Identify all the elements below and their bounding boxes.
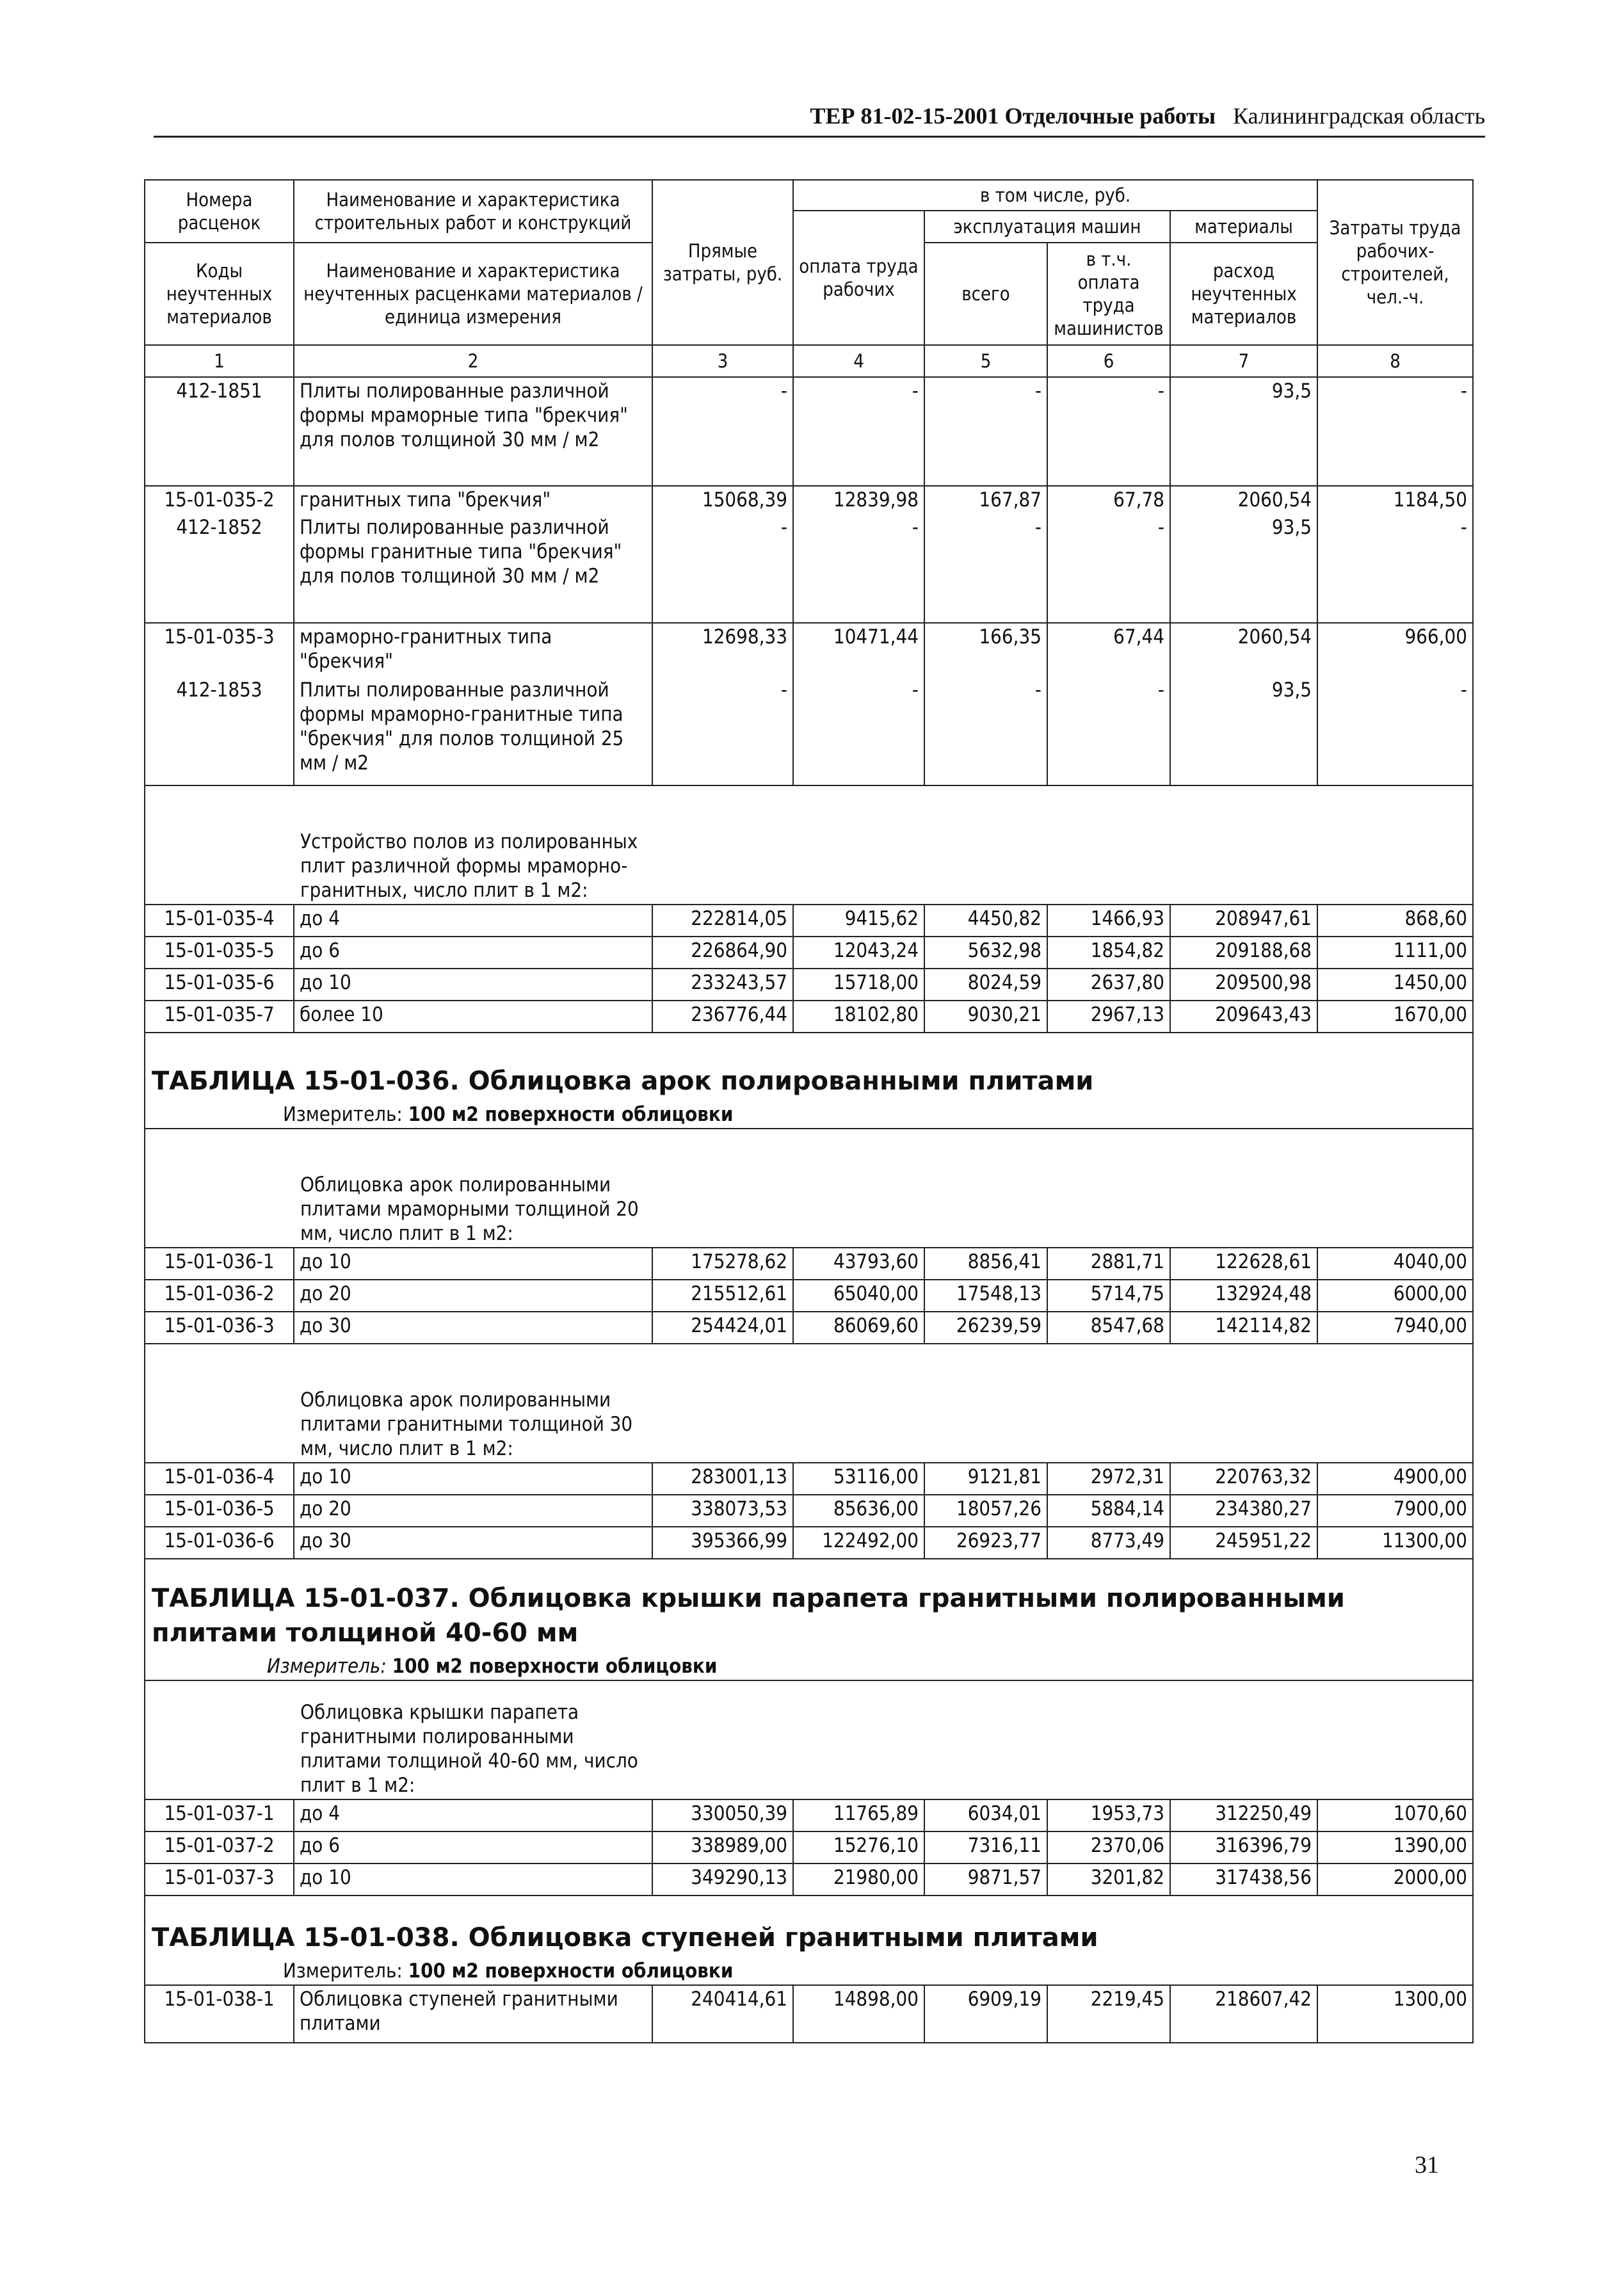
cell-worker-pay: 53116,00 (793, 1463, 924, 1495)
work-name: до 10 (294, 1248, 652, 1280)
cell-materials: 245951,22 (1170, 1527, 1317, 1559)
header-work-name: Наименование и характеристика строительных работ и конструкций (294, 180, 652, 243)
table-row (145, 1495, 1473, 1527)
group-heading-row (145, 1344, 1473, 1463)
section-heading-row (145, 1896, 1473, 1985)
table-row (145, 677, 1473, 785)
header-rate-numbers: Номера расценок (145, 180, 294, 243)
cell-machines-total: 8024,59 (924, 969, 1047, 1001)
column-number: 3 (652, 345, 793, 377)
cell-materials: 93,5 (1170, 377, 1317, 486)
cell-worker-pay: 12043,24 (793, 937, 924, 969)
cell-direct-costs: - (652, 514, 793, 623)
work-name: до 4 (294, 1799, 652, 1831)
table-row (145, 1312, 1473, 1344)
work-name: мраморно-гранитных типа "брекчия" (294, 623, 652, 677)
material-name: Плиты полированные различной формы гранитные типа "брекчия" для полов толщиной 30 мм / м2 (294, 514, 652, 623)
table-title-038: ТАБЛИЦА 15-01-038. Облицовка ступеней гранитными плитами (152, 1923, 1098, 1952)
cell-direct-costs: 330050,39 (652, 1799, 793, 1831)
cell-materials: 218607,42 (1170, 1985, 1317, 2043)
cell-machinist-pay: 2972,31 (1047, 1463, 1170, 1495)
cell-machines-total: 9871,57 (924, 1863, 1047, 1896)
work-name: гранитных типа "брекчия" (294, 486, 652, 514)
cell-direct-costs: 12698,33 (652, 623, 793, 677)
material-code: 412-1851 (145, 377, 294, 486)
measure-label: Измеритель: (283, 1960, 403, 1983)
cell-machinist-pay: 3201,82 (1047, 1863, 1170, 1896)
column-number: 2 (294, 345, 652, 377)
work-name: Облицовка ступеней гранитными плитами (294, 1985, 652, 2043)
work-name: до 4 (294, 905, 652, 937)
cell-machines-total: 17548,13 (924, 1280, 1047, 1312)
cell-materials: 2060,54 (1170, 486, 1317, 514)
cell-worker-pay: 11765,89 (793, 1799, 924, 1831)
cell-machinist-pay: 2637,80 (1047, 969, 1170, 1001)
cell-worker-pay: 14898,00 (793, 1985, 924, 2043)
cell-direct-costs: - (652, 677, 793, 785)
table-row (145, 1527, 1473, 1559)
rate-code: 15-01-035-7 (145, 1001, 294, 1033)
cell-machinist-pay: 2219,45 (1047, 1985, 1170, 2043)
rate-code: 15-01-036-4 (145, 1463, 294, 1495)
cell-machines-total: 8856,41 (924, 1248, 1047, 1280)
cell-worker-pay: 10471,44 (793, 623, 924, 677)
cell-materials: 209188,68 (1170, 937, 1317, 969)
cell-machinist-pay: 5884,14 (1047, 1495, 1170, 1527)
cell-worker-pay: 15276,10 (793, 1831, 924, 1863)
cell-direct-costs: 233243,57 (652, 969, 793, 1001)
document-code-title: ТЕР 81-02-15-2001 Отделочные работы (810, 103, 1216, 129)
table-row (145, 1463, 1473, 1495)
work-name: до 20 (294, 1280, 652, 1312)
cell-direct-costs: - (652, 377, 793, 486)
header-direct-costs: Прямые затраты, руб. (652, 180, 793, 345)
measure-value: 100 м2 поверхности облицовки (408, 1103, 734, 1126)
rate-code: 15-01-036-5 (145, 1495, 294, 1527)
table-title-037: ТАБЛИЦА 15-01-037. Облицовка крышки парапета гранитными полированными плитами толщиной 40-60 мм (152, 1584, 1345, 1648)
cell-worker-pay: - (793, 377, 924, 486)
work-name: до 6 (294, 937, 652, 969)
cell-direct-costs: 15068,39 (652, 486, 793, 514)
table-row (145, 377, 1473, 486)
table-header (144, 179, 1474, 378)
cell-machinist-pay: 67,78 (1047, 486, 1170, 514)
cell-labor-costs: 4040,00 (1317, 1248, 1473, 1280)
measure-label: Измеритель: (267, 1655, 387, 1678)
cell-labor-costs: 966,00 (1317, 623, 1473, 677)
cell-materials: 220763,32 (1170, 1463, 1317, 1495)
cell-machinist-pay: 2370,06 (1047, 1831, 1170, 1863)
cell-labor-costs: - (1317, 377, 1473, 486)
cell-materials: 2060,54 (1170, 623, 1317, 677)
rate-code: 15-01-035-4 (145, 905, 294, 937)
cell-worker-pay: 15718,00 (793, 969, 924, 1001)
cell-worker-pay: 18102,80 (793, 1001, 924, 1033)
header-machines-total: всего (924, 243, 1047, 345)
cell-materials: 209500,98 (1170, 969, 1317, 1001)
measure-value: 100 м2 поверхности облицовки (408, 1960, 734, 1983)
material-code: 412-1853 (145, 677, 294, 785)
table-row (145, 905, 1473, 937)
cell-labor-costs: 1390,00 (1317, 1831, 1473, 1863)
cell-labor-costs: 1450,00 (1317, 969, 1473, 1001)
material-code: 412-1852 (145, 514, 294, 623)
work-name: более 10 (294, 1001, 652, 1033)
cell-machines-total: 26923,77 (924, 1527, 1047, 1559)
cell-machines-total: 26239,59 (924, 1312, 1047, 1344)
table-row (145, 623, 1473, 677)
rate-code: 15-01-037-1 (145, 1799, 294, 1831)
cell-labor-costs: 1300,00 (1317, 1985, 1473, 2043)
cell-machinist-pay: - (1047, 677, 1170, 785)
cell-machinist-pay: 67,44 (1047, 623, 1170, 677)
table-row (145, 1831, 1473, 1863)
cell-direct-costs: 395366,99 (652, 1527, 793, 1559)
cell-direct-costs: 283001,13 (652, 1463, 793, 1495)
cell-worker-pay: - (793, 514, 924, 623)
cell-machinist-pay: 2881,71 (1047, 1248, 1170, 1280)
cell-direct-costs: 254424,01 (652, 1312, 793, 1344)
cell-machines-total: 6034,01 (924, 1799, 1047, 1831)
group-description: Устройство полов из полированных плит различной формы мраморно-гранитных, число плит в 1 м2: (300, 830, 638, 902)
cell-machines-total: 18057,26 (924, 1495, 1047, 1527)
cell-worker-pay: 122492,00 (793, 1527, 924, 1559)
rate-code: 15-01-036-2 (145, 1280, 294, 1312)
table-row (145, 1248, 1473, 1280)
table-row (145, 1001, 1473, 1033)
cell-direct-costs: 338989,00 (652, 1831, 793, 1863)
cell-worker-pay: 9415,62 (793, 905, 924, 937)
section-heading-row (145, 1559, 1473, 1680)
header-material-codes: Коды неучтенных материалов (145, 243, 294, 345)
cell-machines-total: 4450,82 (924, 905, 1047, 937)
cell-machines-total: 5632,98 (924, 937, 1047, 969)
cell-direct-costs: 175278,62 (652, 1248, 793, 1280)
header-worker-pay: оплата труда рабочих (793, 211, 924, 345)
work-name: до 6 (294, 1831, 652, 1863)
work-name: до 10 (294, 969, 652, 1001)
table-row (145, 969, 1473, 1001)
page-number: 31 (1415, 2152, 1439, 2178)
cell-labor-costs: 1184,50 (1317, 486, 1473, 514)
section-heading-row (145, 1033, 1473, 1129)
rate-code: 15-01-035-2 (145, 486, 294, 514)
header-material-name: Наименование и характеристика неучтенных расценками материалов / единица измерения (294, 243, 652, 345)
table-row (145, 1799, 1473, 1831)
column-number: 6 (1047, 345, 1170, 377)
cell-machines-total: 6909,19 (924, 1985, 1047, 2043)
cell-labor-costs: 2000,00 (1317, 1863, 1473, 1896)
cell-machines-total: 166,35 (924, 623, 1047, 677)
cell-machinist-pay: 1466,93 (1047, 905, 1170, 937)
running-head (154, 102, 1485, 138)
table-row (145, 514, 1473, 623)
table-title-036: ТАБЛИЦА 15-01-036. Облицовка арок полированными плитами (152, 1067, 1094, 1096)
group-heading-row (145, 1129, 1473, 1248)
cell-labor-costs: 11300,00 (1317, 1527, 1473, 1559)
group-heading-row (145, 785, 1473, 905)
cell-machines-total: - (924, 377, 1047, 486)
cell-direct-costs: 236776,44 (652, 1001, 793, 1033)
cell-worker-pay: 21980,00 (793, 1863, 924, 1896)
column-number: 8 (1317, 345, 1473, 377)
cell-machinist-pay: - (1047, 514, 1170, 623)
measure-unit-036 (152, 1102, 1467, 1127)
cell-labor-costs: 4900,00 (1317, 1463, 1473, 1495)
cell-materials: 316396,79 (1170, 1831, 1317, 1863)
header-material-consumption: расход неучтенных материалов (1170, 243, 1317, 345)
work-name: до 20 (294, 1495, 652, 1527)
rate-code: 15-01-035-3 (145, 623, 294, 677)
cell-labor-costs: 1670,00 (1317, 1001, 1473, 1033)
cell-direct-costs: 222814,05 (652, 905, 793, 937)
cell-direct-costs: 215512,61 (652, 1280, 793, 1312)
header-machinist-pay: в т.ч. оплата труда машинистов (1047, 243, 1170, 345)
rate-code: 15-01-037-3 (145, 1863, 294, 1896)
cell-direct-costs: 349290,13 (652, 1863, 793, 1896)
measure-label: Измеритель: (283, 1103, 403, 1126)
table-035-body (144, 376, 1474, 2043)
column-number: 1 (145, 345, 294, 377)
cell-worker-pay: - (793, 677, 924, 785)
cell-materials: 312250,49 (1170, 1799, 1317, 1831)
column-number: 5 (924, 345, 1047, 377)
cell-labor-costs: 7900,00 (1317, 1495, 1473, 1527)
material-name: Плиты полированные различной формы мраморные типа "брекчия" для полов толщиной 30 мм / м2 (294, 377, 652, 486)
cell-labor-costs: 1111,00 (1317, 937, 1473, 969)
rate-code: 15-01-037-2 (145, 1831, 294, 1863)
cell-materials: 317438,56 (1170, 1863, 1317, 1896)
cell-worker-pay: 43793,60 (793, 1248, 924, 1280)
measure-unit-038 (152, 1959, 1467, 1983)
cell-materials: 122628,61 (1170, 1248, 1317, 1280)
cell-labor-costs: - (1317, 514, 1473, 623)
table-row (145, 486, 1473, 514)
cell-materials: 234380,27 (1170, 1495, 1317, 1527)
cell-machines-total: 167,87 (924, 486, 1047, 514)
column-number: 4 (793, 345, 924, 377)
cell-worker-pay: 65040,00 (793, 1280, 924, 1312)
cell-machines-total: - (924, 514, 1047, 623)
cell-materials: 208947,61 (1170, 905, 1317, 937)
measure-value: 100 м2 поверхности облицовки (392, 1655, 718, 1678)
group-heading-row (145, 1680, 1473, 1799)
cell-labor-costs: 868,60 (1317, 905, 1473, 937)
rate-code: 15-01-036-1 (145, 1248, 294, 1280)
cell-machinist-pay: 1854,82 (1047, 937, 1170, 969)
cell-materials: 142114,82 (1170, 1312, 1317, 1344)
cell-materials: 209643,43 (1170, 1001, 1317, 1033)
work-name: до 30 (294, 1527, 652, 1559)
cell-labor-costs: 7940,00 (1317, 1312, 1473, 1344)
cell-materials: 93,5 (1170, 514, 1317, 623)
table-row (145, 1863, 1473, 1896)
cell-worker-pay: 86069,60 (793, 1312, 924, 1344)
work-name: до 10 (294, 1463, 652, 1495)
cell-labor-costs: 1070,60 (1317, 1799, 1473, 1831)
group-description: Облицовка арок полированными плитами мраморными толщиной 20 мм, число плит в 1 м2: (300, 1173, 639, 1245)
cell-machinist-pay: 8773,49 (1047, 1527, 1170, 1559)
material-name: Плиты полированные различной формы мраморно-гранитные типа "брекчия" для полов толщиной 25 мм / м2 (294, 677, 652, 785)
cell-machinist-pay: 2967,13 (1047, 1001, 1170, 1033)
cell-labor-costs: - (1317, 677, 1473, 785)
region-name: Калининградская область (1233, 103, 1485, 129)
table-row (145, 937, 1473, 969)
cell-machinist-pay: - (1047, 377, 1170, 486)
rate-code: 15-01-035-5 (145, 937, 294, 969)
work-name: до 10 (294, 1863, 652, 1896)
group-description: Облицовка арок полированными плитами гранитными толщиной 30 мм, число плит в 1 м2: (300, 1389, 633, 1460)
cell-machinist-pay: 8547,68 (1047, 1312, 1170, 1344)
cell-direct-costs: 338073,53 (652, 1495, 793, 1527)
cell-machinist-pay: 5714,75 (1047, 1280, 1170, 1312)
cell-machines-total: 9121,81 (924, 1463, 1047, 1495)
measure-unit-037 (152, 1654, 1467, 1678)
rate-code: 15-01-036-6 (145, 1527, 294, 1559)
rate-code: 15-01-038-1 (145, 1985, 294, 2043)
table-row (145, 1280, 1473, 1312)
header-machines: эксплуатация машин (924, 211, 1170, 243)
group-description: Облицовка крышки парапета гранитными полированными плитами толщиной 40-60 мм, число плит в 1 м2: (300, 1701, 638, 1797)
cell-worker-pay: 85636,00 (793, 1495, 924, 1527)
work-name: до 30 (294, 1312, 652, 1344)
cell-machines-total: - (924, 677, 1047, 785)
cell-direct-costs: 226864,90 (652, 937, 793, 969)
header-including: в том числе, руб. (793, 180, 1317, 211)
column-number: 7 (1170, 345, 1317, 377)
cell-materials: 132924,48 (1170, 1280, 1317, 1312)
cell-machinist-pay: 1953,73 (1047, 1799, 1170, 1831)
header-materials: материалы (1170, 211, 1317, 243)
table-row (145, 1985, 1473, 2043)
cell-machines-total: 7316,11 (924, 1831, 1047, 1863)
cell-direct-costs: 240414,61 (652, 1985, 793, 2043)
header-labor-costs: Затраты труда рабочих-строителей, чел.-ч. (1317, 180, 1473, 345)
cell-labor-costs: 6000,00 (1317, 1280, 1473, 1312)
rate-code: 15-01-036-3 (145, 1312, 294, 1344)
cell-materials: 93,5 (1170, 677, 1317, 785)
cell-machines-total: 9030,21 (924, 1001, 1047, 1033)
rate-code: 15-01-035-6 (145, 969, 294, 1001)
cell-worker-pay: 12839,98 (793, 486, 924, 514)
